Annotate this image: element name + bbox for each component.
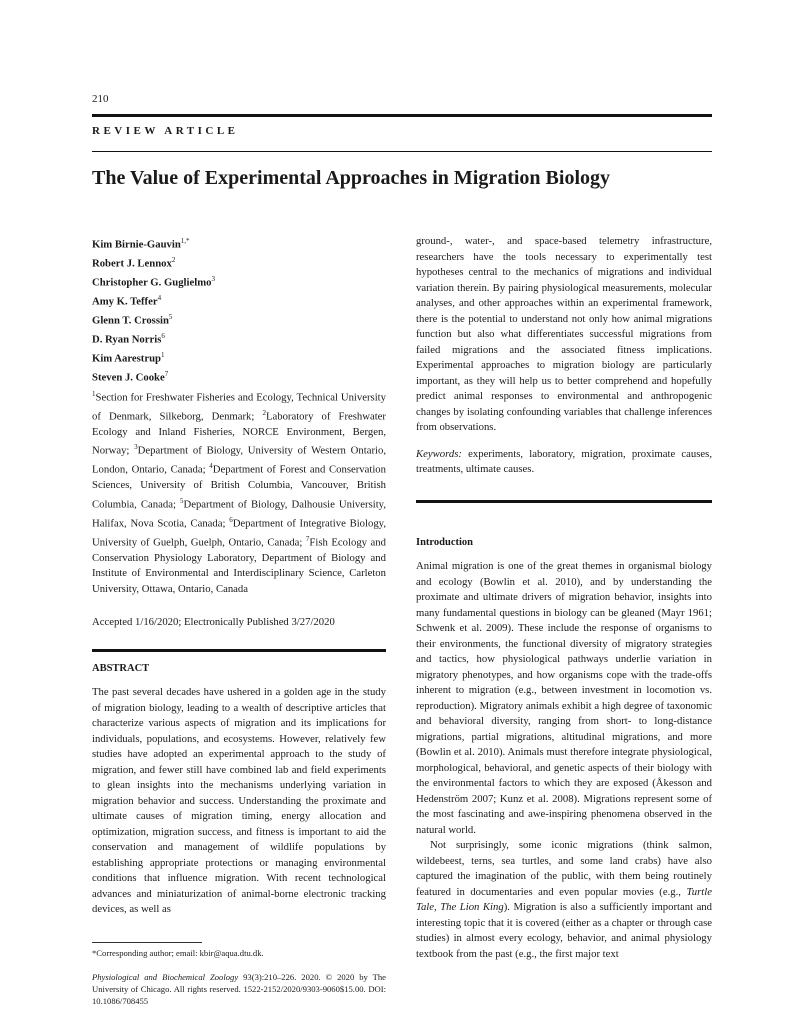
author: D. Ryan Norris$^6$ [92,332,165,346]
section-rule [92,151,712,152]
keywords: Keywords: experiments, laboratory, migration, proximate causes, treatments, ultimate causes. [416,447,712,475]
introduction-paragraph: Animal migration is one of the great themes in organismal biology and ecology (Bowlin et al. 2010), and by understanding the proximate and ultimate drivers of migration behavior, insights into many fundamental questions in biology can be gleaned (Mayr 1961; Schwenk et al. 2009). These include the response of organisms to their environments, the functional diversity of migratory strategies and tactics, how physiological pathways underlie variation in migratory phenotypes, and how organisms cope with the trade-offs inherent to migration (e.g., between investment in locomotion vs. reproduction). Migratory animals exhibit a high degree of taxonomic and behavioral diversity, ranging from short- to long-distance migrations, partial migrations, altitudinal migrations, and more (Bowlin et al. 2010). Animals must therefore integrate physiological, morphological, behavioral, and genetic aspects of their biology with the environmental factors to which they are exposed (Åkesson and Hedenström 2007; Kunz et al. 2008). Migrations represent some of the most fascinating and awe-inspiring phenomena observed in the natural world. [416,560,712,836]
affiliations: $^1$Section for Freshwater Fisheries and Ecology, Technical University of Denmark, Silkeborg, Denmark; $^2$Laboratory of Freshwater Ecology and Inland Fisheries, NORCE Environment, Bergen, Norway; $^3$Department of Biology, University of Western Ontario, London, Ontario, Canada; $^4$Department of Forest and Conservation Sciences, University of British Columbia, Vancouver, British Columbia, Canada; $^5$Department of Biology, Dalhousie University, Halifax, Nova Scotia, Canada; $^6$Department of Integrative Biology, University of Guelph, Guelph, Ontario, Canada; $^7$Fish Ecology and Conservation Physiology Laboratory, Department of Biology and Institute of Environmental and Interdisciplinary Science, Carleton University, Ottawa, Ontario, Canada [92,389,387,595]
introduction-paragraph: Not surprisingly, some iconic migrations (think salmon, wildebeest, terns, sea turtles, and some land crabs) have also captured the imagination of the public, with them being routinely featured in documentaries and even popular movies (e.g., Turtle Tale, The Lion King). Migration is also a sufficiently important and interesting topic that it is covered (either as a chapter or through case studies) in almost every ecology, behavior, and animal physiology textbook from the past (e.g., the first major text [416,839,712,960]
introduction-heading: Introduction [416,536,473,548]
author: Kim Birnie-Gauvin$^{1,*}$ [92,237,190,251]
author: Glenn T. Crossin$^5$ [92,313,173,327]
left-column [92,234,386,1007]
top-rule [92,114,712,117]
abstract-rule [92,649,386,652]
author: Kim Aarestrup$^1$ [92,351,165,365]
article-title: The Value of Experimental Approaches in Migration Biology [92,167,610,189]
author: Robert J. Lennox$^2$ [92,256,176,270]
author-list [92,234,386,387]
right-column [416,234,712,962]
author: Amy K. Teffer$^4$ [92,294,162,308]
page-number: 210 [92,93,109,105]
author: Christopher G. Guglielmo$^3$ [92,275,215,289]
corresponding-author-note: *Corresponding author; email: kbir@aqua.dtu.dk. [92,947,264,958]
journal-citation: Physiological and Biochemical Zoology 93(3):210–226. 2020. © 2020 by The University of Chicago. All rights reserved. 1522-2152/2020/9303-9060$15.00. DOI: 10.1086/708455 [92,971,386,1006]
abstract-text: The past several decades have ushered in a golden age in the study of migration biology, leading to a wealth of descriptive articles that characterize various aspects of migration and its implications for individuals, populations, and ecosystems. However, relatively few studies have adopted an experimental approach to the study of migration, and fewer still have combined lab and field experiments to glean insights into the mechanisms underlying variation in migration behavior and success. Understanding the proximate and ultimate causes of migration timing, energy allocation and optimization, migration success, and fitness is important to aid the conservation and management of wildlife populations by establishing appropriate protections or managing environmental conditions that influence migration. With recent technological advances and miniaturization of animal-borne electronic tracking devices, as well as [92,686,386,916]
abstract-heading: ABSTRACT [92,662,150,674]
footnote-rule [92,942,202,943]
section-label: REVIEW ARTICLE [92,125,239,137]
author: Steven J. Cooke$^7$ [92,370,169,384]
introduction-rule [416,500,712,503]
abstract-continuation: ground-, water-, and space-based telemetry infrastructure, researchers have the tools necessary to experimentally test hypotheses central to the mechanics of migrations and individual variation therein. By pairing physiological measurements, molecular analyses, and other approaches within an experimental framework, there is the potential to understand not only how animal migrations function but also what differentiates successful migrations from failed migrations and the associated fitness implications. Experimental approaches to migration biology are particularly important, as they will help us to better comprehend and hopefully predict animal responses to environmental and anthropogenic changes by isolating confounding variables that challenge inferences from observations. [416,235,712,433]
accepted-date: Accepted 1/16/2020; Electronically Published 3/27/2020 [92,616,335,629]
